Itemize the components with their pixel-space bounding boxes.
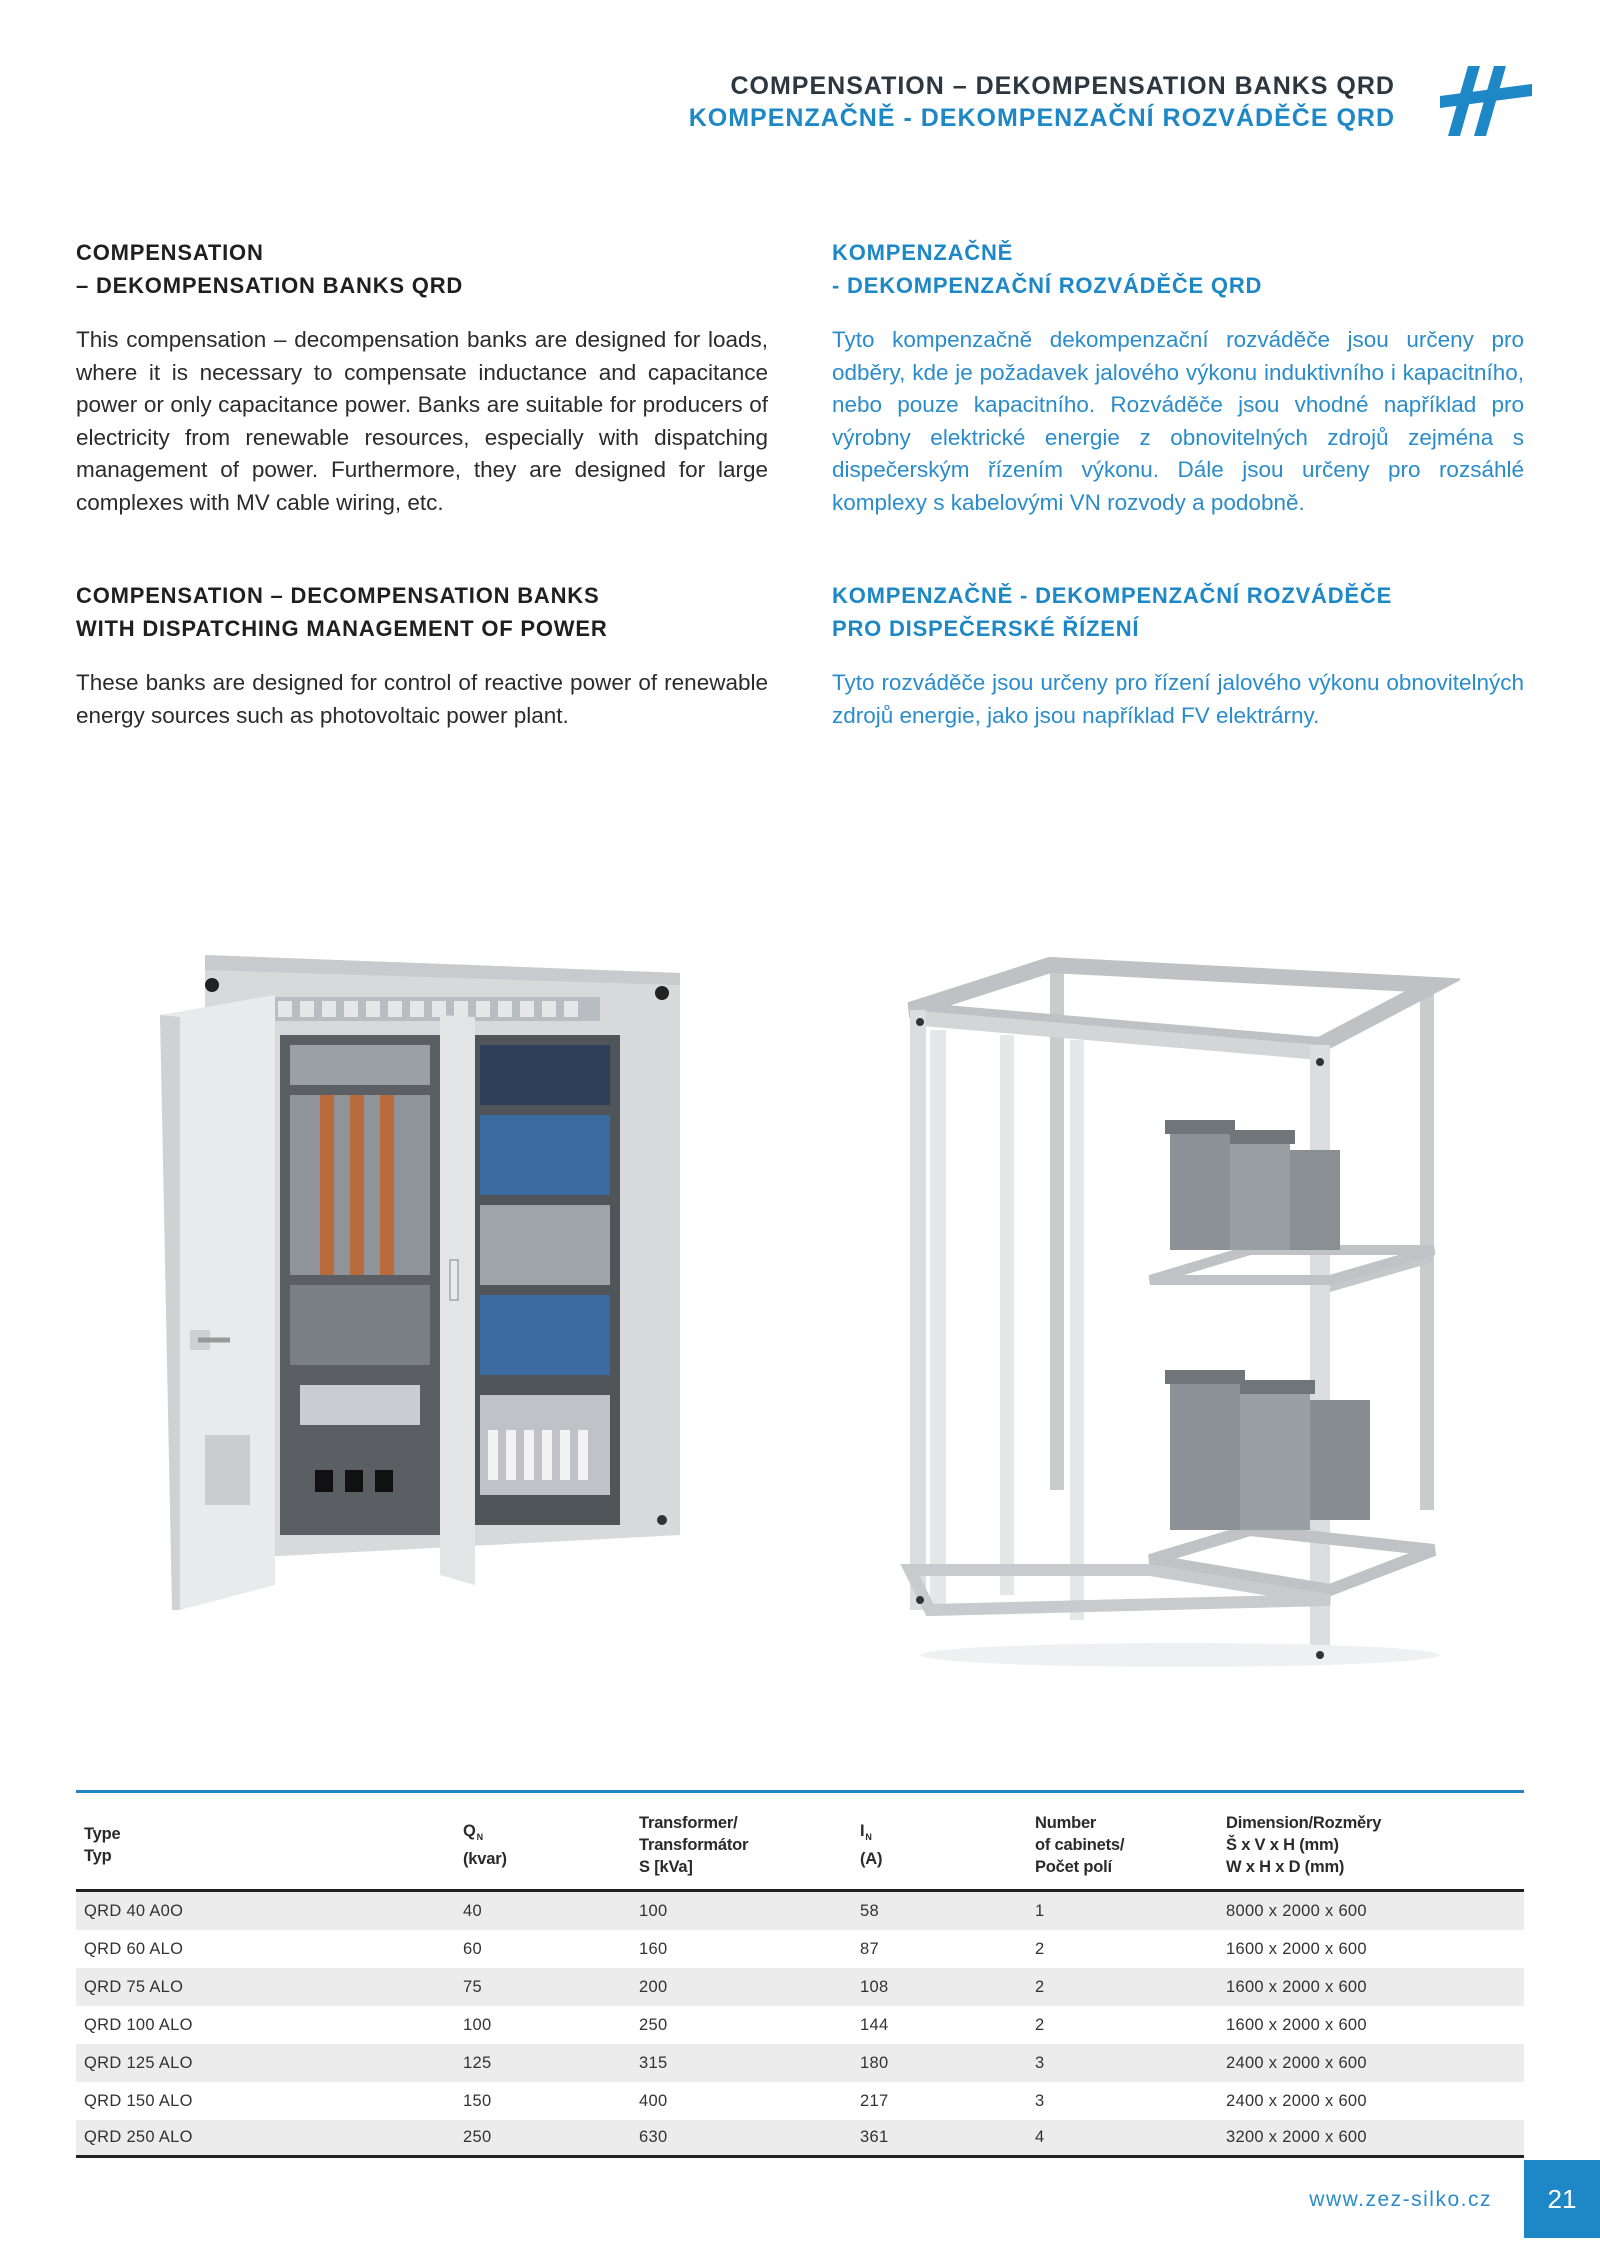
page-header xyxy=(689,70,1395,134)
header-text: Transformer/ xyxy=(639,1813,738,1832)
heading-line: WITH DISPATCHING MANAGEMENT OF POWER xyxy=(76,616,608,641)
header-text: Š x V x H (mm) xyxy=(1226,1835,1339,1854)
cell-qn: 250 xyxy=(463,2128,492,2146)
header-title-en: COMPENSATION – DEKOMPENSATION BANKS QRD xyxy=(730,72,1395,100)
cell-in: 87 xyxy=(860,1939,879,1958)
cell-cabinets: 4 xyxy=(1035,2128,1045,2146)
cell-type: QRD 250 ALO xyxy=(84,2128,193,2146)
cell-in: 180 xyxy=(860,2053,889,2072)
section2-en xyxy=(76,579,768,732)
cell-in: 108 xyxy=(860,1977,889,1996)
col-cabinets xyxy=(1027,1812,1218,1878)
cell-dimension: 2400 x 2000 x 600 xyxy=(1226,2091,1367,2110)
cell-type: QRD 125 ALO xyxy=(84,2053,193,2072)
section1-en-text: This compensation – decompensation banks are designed for loads, where it is necessary to compensate inductance and capacitance power or only capacitance power. Banks are suitable for producers of electricity from renewable resources, especially with dispatching management of power. Furthermore, they are designed for large complexes with MV cable wiring, etc. xyxy=(76,327,768,515)
cell-cabinets: 2 xyxy=(1035,1939,1045,1958)
section2-en-heading xyxy=(76,579,768,645)
section1-cz xyxy=(832,236,1524,519)
header-text: S [kVa] xyxy=(639,1857,693,1876)
col-in xyxy=(852,1820,1027,1870)
heading-line: KOMPENZAČNĚ - DEKOMPENZAČNÍ ROZVÁDĚČE xyxy=(832,583,1393,608)
header-subscript: N xyxy=(865,1831,872,1842)
heading-line: - DEKOMPENZAČNÍ ROZVÁDĚČE QRD xyxy=(832,273,1263,298)
cell-qn: 60 xyxy=(463,1939,482,1958)
cell-in: 144 xyxy=(860,2015,889,2034)
table-header xyxy=(76,1800,1524,1892)
header-text: I xyxy=(860,1821,865,1840)
col-dimension xyxy=(1218,1812,1524,1878)
heading-line: COMPENSATION xyxy=(76,240,264,265)
table-row xyxy=(76,2006,1524,2044)
cell-cabinets: 2 xyxy=(1035,1977,1045,1996)
cell-transformer: 100 xyxy=(639,1901,668,1920)
cell-dimension: 2400 x 2000 x 600 xyxy=(1226,2053,1367,2072)
cell-transformer: 630 xyxy=(639,2128,668,2146)
table-top-rule xyxy=(76,1790,1524,1793)
cell-qn: 75 xyxy=(463,1977,482,1996)
cell-cabinets: 3 xyxy=(1035,2091,1045,2110)
cell-cabinets: 3 xyxy=(1035,2053,1045,2072)
header-subscript: N xyxy=(476,1831,483,1842)
company-logo-icon xyxy=(1438,62,1534,140)
header-text: (A) xyxy=(860,1849,883,1868)
section2-cz-text: Tyto rozváděče jsou určeny pro řízení jalového výkonu obnovitelných zdrojů energie, jako jsou například FV elektrárny. xyxy=(832,670,1524,728)
header-text: Type xyxy=(84,1824,121,1843)
cell-transformer: 250 xyxy=(639,2015,668,2034)
cell-type: QRD 40 A0O xyxy=(84,1901,184,1920)
cell-type: QRD 100 ALO xyxy=(84,2015,193,2034)
cell-cabinets: 1 xyxy=(1035,1901,1045,1920)
header-text: Number xyxy=(1035,1813,1097,1832)
table-row xyxy=(76,2082,1524,2120)
product-table xyxy=(76,1800,1524,2158)
header-text: Dimension/Rozměry xyxy=(1226,1813,1382,1832)
heading-line: – DEKOMPENSATION BANKS QRD xyxy=(76,273,464,298)
table-row xyxy=(76,1930,1524,1968)
col-qn xyxy=(455,1820,631,1870)
section2-cz xyxy=(832,579,1524,732)
cell-in: 217 xyxy=(860,2091,889,2110)
header-text: Počet polí xyxy=(1035,1857,1112,1876)
header-text: Typ xyxy=(84,1846,112,1865)
section1-cz-text: Tyto kompenzačně dekompenzační rozváděče jsou určeny pro odběry, kde je požadavek jalového výkonu induktivního i kapacitního, nebo pouze kapacitního. Rozváděče jsou vhodné například pro výrobny elektrické energie z obnovitelných zdrojů zejména s dispečerským řízením výkonu. Dále jsou určeny pro rozsáhlé komplexy s kabelovými VN rozvody a podobně. xyxy=(832,327,1524,515)
col-transformer xyxy=(631,1812,852,1878)
heading-line: KOMPENZAČNĚ xyxy=(832,240,1014,265)
header-text: Q xyxy=(463,1821,476,1840)
cell-in: 361 xyxy=(860,2128,889,2146)
page-number: 21 xyxy=(1524,2160,1600,2238)
header-text: Transformátor xyxy=(639,1835,749,1854)
table-row xyxy=(76,2120,1524,2158)
frame-rack-photo xyxy=(900,950,1460,1670)
cell-dimension: 8000 x 2000 x 600 xyxy=(1226,1901,1367,1920)
cell-transformer: 315 xyxy=(639,2053,668,2072)
section2-en-text: These banks are designed for control of reactive power of renewable energy sources such as photovoltaic power plant. xyxy=(76,670,768,728)
section1-en xyxy=(76,236,768,519)
heading-line: PRO DISPEČERSKÉ ŘÍZENÍ xyxy=(832,616,1140,641)
cell-qn: 150 xyxy=(463,2091,492,2110)
section1-cz-heading xyxy=(832,236,1524,302)
cell-qn: 125 xyxy=(463,2053,492,2072)
cell-qn: 100 xyxy=(463,2015,492,2034)
cell-dimension: 1600 x 2000 x 600 xyxy=(1226,2015,1367,2034)
cell-dimension: 1600 x 2000 x 600 xyxy=(1226,1977,1367,1996)
table-row xyxy=(76,1892,1524,1930)
header-text: W x H x D (mm) xyxy=(1226,1857,1345,1876)
cell-transformer: 200 xyxy=(639,1977,668,1996)
cell-dimension: 3200 x 2000 x 600 xyxy=(1226,2128,1367,2146)
cell-type: QRD 75 ALO xyxy=(84,1977,184,1996)
header-text: of cabinets/ xyxy=(1035,1835,1125,1854)
cell-type: QRD 150 ALO xyxy=(84,2091,193,2110)
header-title-cz: KOMPENZAČNĚ - DEKOMPENZAČNÍ ROZVÁDĚČE QRD xyxy=(688,104,1395,132)
header-text: (kvar) xyxy=(463,1849,507,1868)
cabinet-photo xyxy=(150,945,690,1625)
heading-line: COMPENSATION – DECOMPENSATION BANKS xyxy=(76,583,600,608)
cell-transformer: 400 xyxy=(639,2091,668,2110)
col-type xyxy=(76,1823,455,1867)
table-row xyxy=(76,2044,1524,2082)
cell-dimension: 1600 x 2000 x 600 xyxy=(1226,1939,1367,1958)
footer-website-link[interactable]: www.zez-silko.cz xyxy=(1309,2188,1492,2211)
table-row xyxy=(76,1968,1524,2006)
cell-in: 58 xyxy=(860,1901,879,1920)
section2-cz-heading xyxy=(832,579,1524,645)
cell-cabinets: 2 xyxy=(1035,2015,1045,2034)
cell-transformer: 160 xyxy=(639,1939,668,1958)
section1-en-heading xyxy=(76,236,768,302)
cell-qn: 40 xyxy=(463,1901,482,1920)
cell-type: QRD 60 ALO xyxy=(84,1939,184,1958)
